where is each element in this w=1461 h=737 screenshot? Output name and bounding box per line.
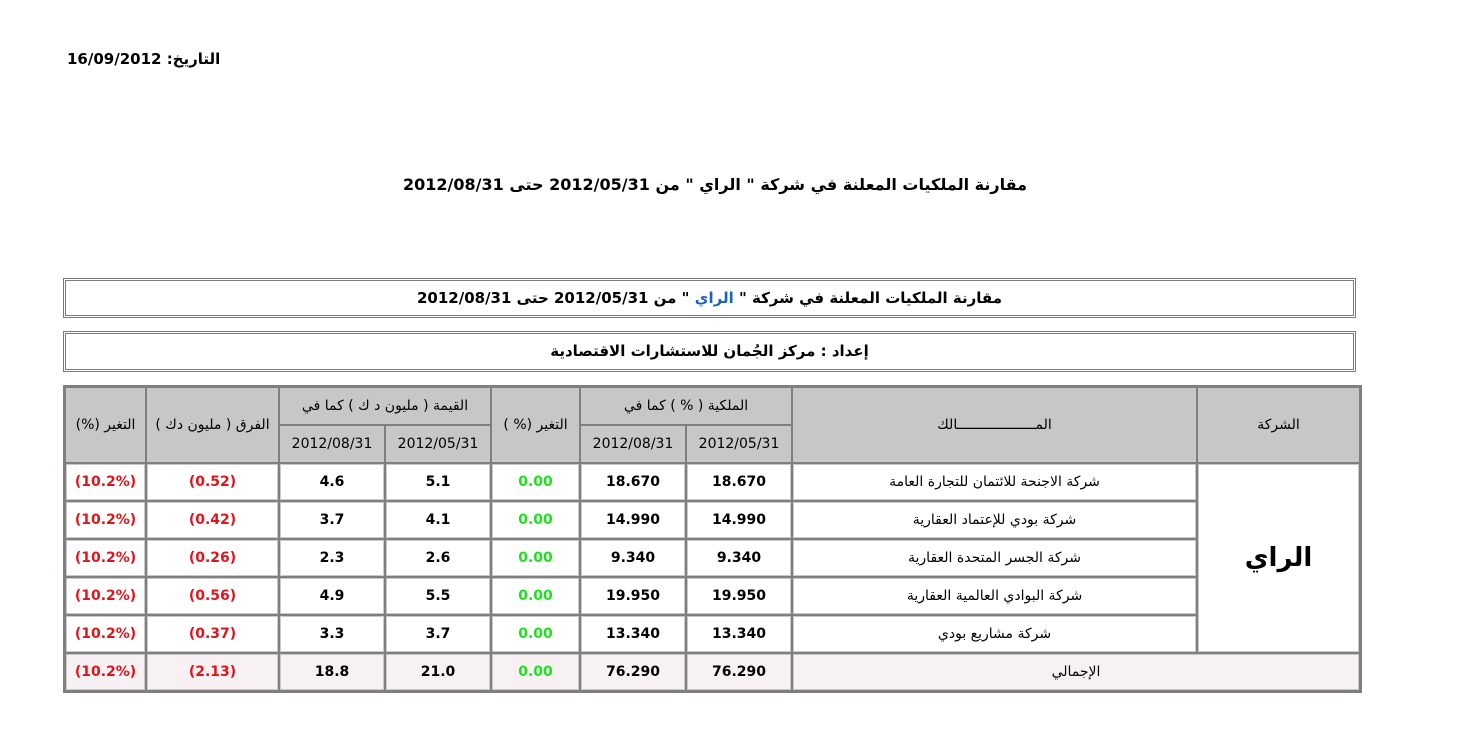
total-label: الإجمالي — [792, 653, 1360, 691]
total-ownership-date1: 76.290 — [686, 653, 792, 691]
value-difference: (0.42) — [146, 501, 279, 539]
header-ownership-date2: 2012/08/31 — [580, 425, 686, 463]
total-value-date1: 21.0 — [385, 653, 491, 691]
ownership-change: 0.00 — [491, 501, 580, 539]
header-change-pct: التغير (%) — [65, 387, 146, 463]
total-value-date2: 18.8 — [279, 653, 385, 691]
ownership-change: 0.00 — [491, 615, 580, 653]
table-row — [65, 463, 1360, 501]
total-change-pct: (10.2%) — [65, 653, 146, 691]
change-pct: (10.2%) — [65, 501, 146, 539]
value-date2: 2.3 — [279, 539, 385, 577]
ownership-date2: 13.340 — [580, 615, 686, 653]
page-title: مقارنة الملكيات المعلنة في شركة " الراي " من 2012/05/31 حتى 2012/08/31 — [403, 175, 1027, 194]
ownership-date1: 9.340 — [686, 539, 792, 577]
ownership-date1: 14.990 — [686, 501, 792, 539]
value-difference: (0.37) — [146, 615, 279, 653]
ownership-date2: 18.670 — [580, 463, 686, 501]
table-row — [65, 539, 1360, 577]
ownership-change: 0.00 — [491, 577, 580, 615]
table-title-suffix: " من 2012/05/31 حتى 2012/08/31 — [416, 289, 690, 307]
owner-name: شركة مشاريع بودي — [792, 615, 1197, 653]
table-title-prefix: مقارنة الملكيات المعلنة في شركة " — [738, 289, 1003, 307]
table-row — [65, 615, 1360, 653]
ownership-date2: 19.950 — [580, 577, 686, 615]
value-date2: 3.7 — [279, 501, 385, 539]
value-date1: 2.6 — [385, 539, 491, 577]
ownership-table — [63, 385, 1362, 693]
header-ownership-as-of: الملكية ( % ) كما في — [580, 387, 792, 425]
value-difference: (0.26) — [146, 539, 279, 577]
table-title-box — [63, 278, 1356, 318]
total-row — [65, 653, 1360, 691]
value-date2: 3.3 — [279, 615, 385, 653]
value-date1: 3.7 — [385, 615, 491, 653]
ownership-date1: 13.340 — [686, 615, 792, 653]
owner-name: شركة البوادي العالمية العقارية — [792, 577, 1197, 615]
ownership-date1: 18.670 — [686, 463, 792, 501]
header-company: الشركة — [1197, 387, 1360, 463]
header-value-as-of: القيمة ( مليون د ك ) كما في — [279, 387, 491, 425]
change-pct: (10.2%) — [65, 577, 146, 615]
value-date2: 4.6 — [279, 463, 385, 501]
change-pct: (10.2%) — [65, 615, 146, 653]
ownership-date2: 9.340 — [580, 539, 686, 577]
total-ownership-date2: 76.290 — [580, 653, 686, 691]
header-owner: المـــــــــــــــــــالك — [792, 387, 1197, 463]
table-title-company: الراي — [694, 289, 734, 307]
header-value-date1: 2012/05/31 — [385, 425, 491, 463]
total-ownership-change: 0.00 — [491, 653, 580, 691]
change-pct: (10.2%) — [65, 539, 146, 577]
total-value-difference: (2.13) — [146, 653, 279, 691]
report-date — [67, 50, 220, 68]
owner-name: شركة بودي للإعتماد العقارية — [792, 501, 1197, 539]
ownership-date2: 14.990 — [580, 501, 686, 539]
header-difference: الفرق ( مليون دك ) — [146, 387, 279, 463]
ownership-change: 0.00 — [491, 539, 580, 577]
ownership-change: 0.00 — [491, 463, 580, 501]
header-value-date2: 2012/08/31 — [279, 425, 385, 463]
owner-name: شركة الاجنحة للائتمان للتجارة العامة — [792, 463, 1197, 501]
value-date1: 5.5 — [385, 577, 491, 615]
date-label: التاريخ: — [166, 50, 221, 68]
owner-name: شركة الجسر المتحدة العقارية — [792, 539, 1197, 577]
table-row — [65, 501, 1360, 539]
table-row — [65, 577, 1360, 615]
value-difference: (0.56) — [146, 577, 279, 615]
change-pct: (10.2%) — [65, 463, 146, 501]
header-ownership-change: التغير (% ) — [491, 387, 580, 463]
ownership-date1: 19.950 — [686, 577, 792, 615]
value-date1: 5.1 — [385, 463, 491, 501]
value-date1: 4.1 — [385, 501, 491, 539]
value-difference: (0.52) — [146, 463, 279, 501]
company-name: الراي — [1197, 463, 1360, 653]
header-ownership-date1: 2012/05/31 — [686, 425, 792, 463]
date-value: 16/09/2012 — [67, 50, 162, 68]
value-date2: 4.9 — [279, 577, 385, 615]
prepared-by-box: إعداد : مركز الجُمان للاستشارات الاقتصادية — [63, 331, 1356, 372]
